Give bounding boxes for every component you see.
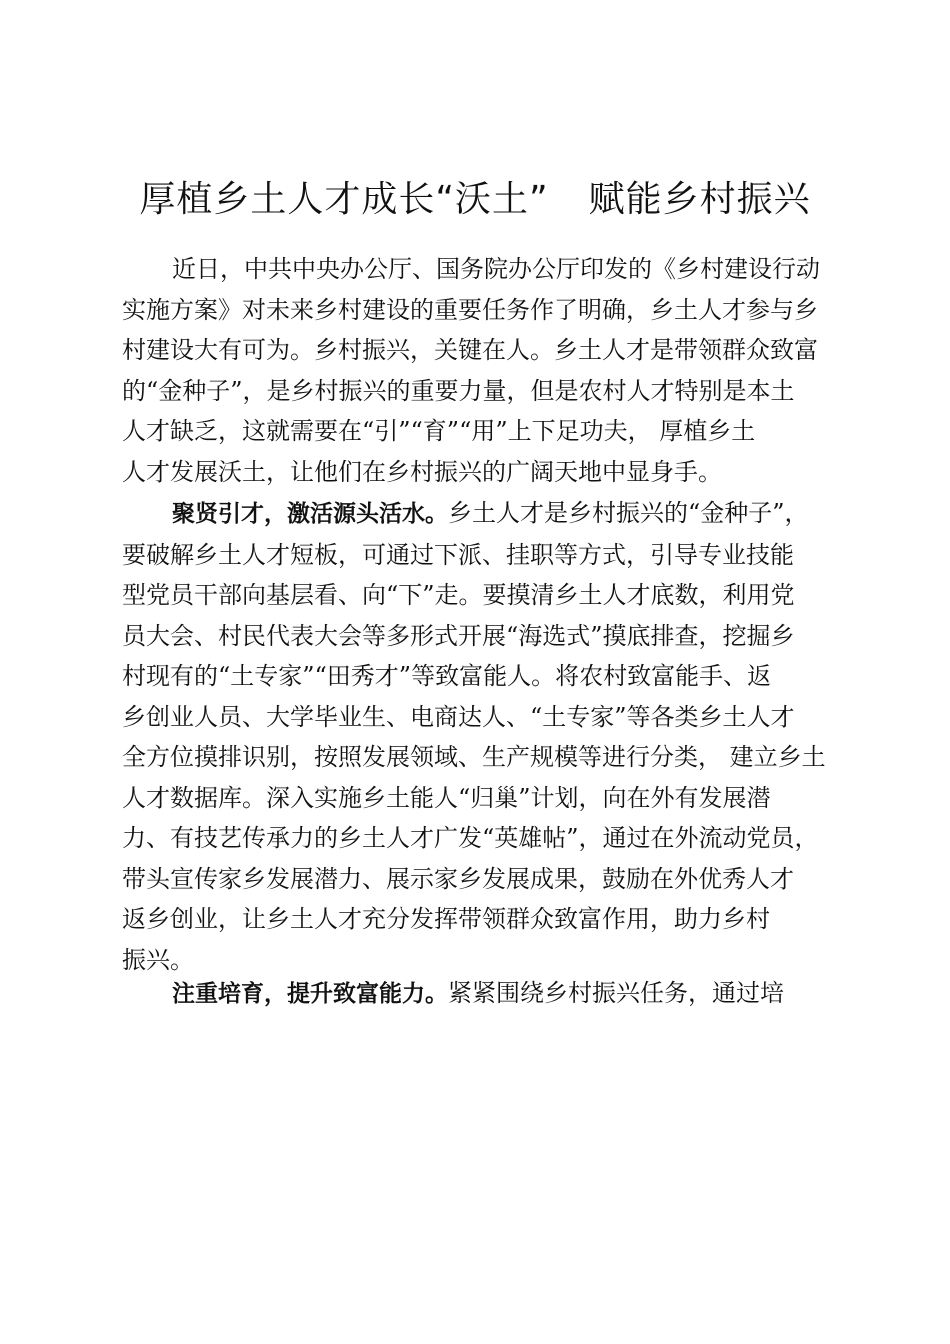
paragraph-2-line: 全方位摸排识别，按照发展领域、生产规模等进行分类， 建立乡土 <box>122 743 826 771</box>
paragraph-2-line: 要破解乡土人才短板，可通过下派、挂职等方式，引导专业技能 <box>122 540 794 569</box>
paragraph-3-first-line-rest: 紧紧围绕乡村振兴任务，通过培 <box>448 979 784 1007</box>
paragraph-2-lead: 聚贤引才，激活源头活水。 <box>172 501 448 527</box>
title-part-1: 厚植乡土人才成长“沃土” <box>139 179 549 220</box>
paragraph-2-line: 村现有的“土专家”“田秀才”等致富能人。将农村致富能手、返 <box>122 662 772 690</box>
paragraph-1-line: 人才发展沃土，让他们在乡村振兴的广阔天地中显身手。 <box>122 457 722 486</box>
paragraph-2-line: 带头宣传家乡发展潜力、展示家乡发展成果，鼓励在外优秀人才 <box>122 864 794 893</box>
paragraph-2-first-line-rest: 乡土人才是乡村振兴的“金种子”， <box>448 499 809 527</box>
paragraph-1 <box>122 249 840 492</box>
paragraph-1-line: 的“金种子”，是乡村振兴的重要力量，但是农村人才特别是本土 <box>122 376 795 405</box>
paragraph-1-line: 人才缺乏，这就需要在“引”“育”“用”上下足功夫， 厚植乡土 <box>122 417 756 445</box>
paragraph-2-line: 振兴。 <box>122 945 194 974</box>
paragraph-2-line: 型党员干部向基层看、向“下”走。要摸清乡土人才底数，利用党 <box>122 581 795 609</box>
paragraph-2-first-line <box>122 493 840 535</box>
title-part-2: 赋能乡村振兴 <box>588 179 811 220</box>
paragraph-2-line: 力、有技艺传承力的乡土人才广发“英雄帖”，通过在外流动党员， <box>122 824 819 852</box>
paragraph-2-line: 返乡创业，让乡土人才充分发挥带领群众致富作用，助力乡村 <box>122 905 770 933</box>
paragraph-1-line: 近日，中共中央办公厅、国务院办公厅印发的《乡村建设行动 <box>172 255 820 283</box>
paragraph-2 <box>122 493 840 980</box>
paragraph-1-line: 村建设大有可为。乡村振兴，关键在人。乡土人才是带领群众致富 <box>122 336 818 364</box>
paragraph-2-line: 乡创业人员、大学毕业生、电商达人、“土专家”等各类乡土人才 <box>122 702 795 731</box>
paragraph-2-line: 员大会、村民代表大会等多形式开展“海选式”摸底排查，挖掘乡 <box>122 621 795 650</box>
paragraph-2-line: 人才数据库。深入实施乡土能人“归巢”计划，向在外有发展潜 <box>122 783 771 812</box>
document-title <box>100 172 850 228</box>
paragraph-1-line: 实施方案》对未来乡村建设的重要任务作了明确，乡土人才参与乡 <box>122 295 818 324</box>
paragraph-3 <box>122 973 840 1015</box>
paragraph-3-first-line <box>122 973 840 1015</box>
paragraph-3-lead: 注重培育，提升致富能力。 <box>172 981 448 1007</box>
